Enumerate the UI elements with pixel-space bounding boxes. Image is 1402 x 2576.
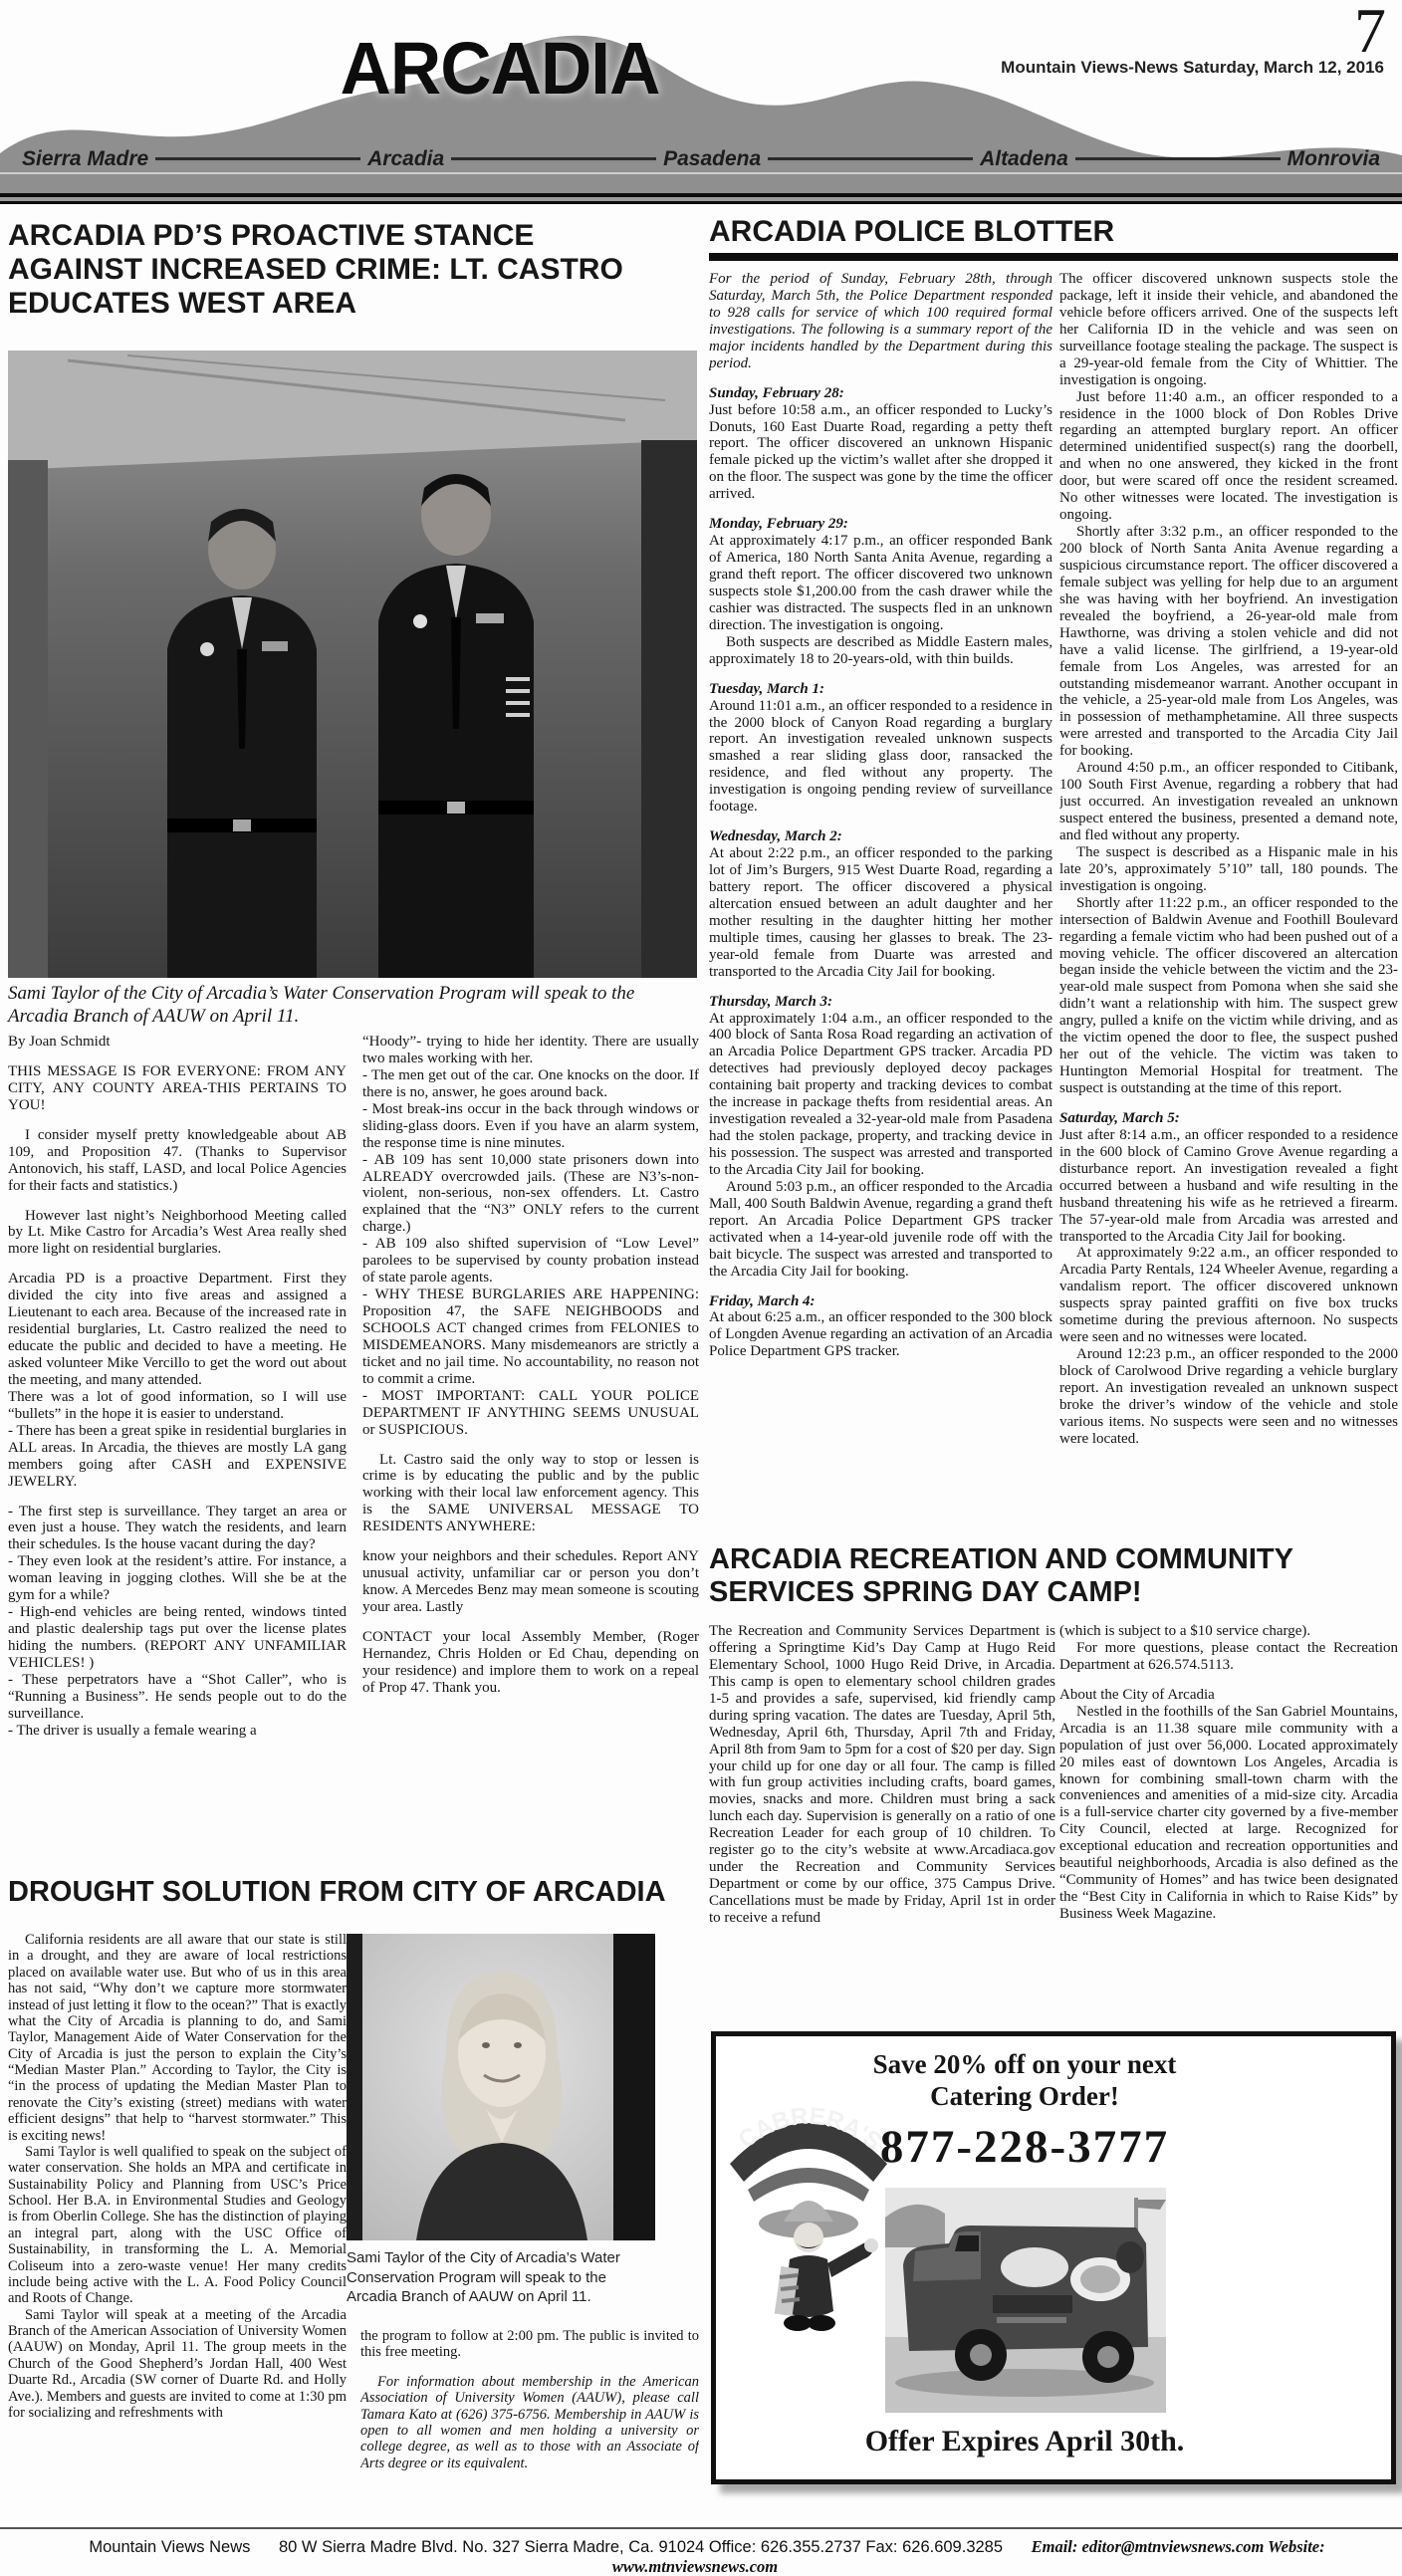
paragraph: For information about membership in the American Association of University Women (AAUW), please call Tamara Kato at (626) 375-6756. Membership in AAUW is open to all women and men holding a university or college degree, as well as to those with an Associate of Arts degree or its equivalent. xyxy=(360,2373,699,2471)
mariachi-character-icon xyxy=(759,2201,878,2331)
police-officers-photo xyxy=(8,351,697,978)
blotter-title-rule xyxy=(709,253,1398,261)
paragraph: the program to follow at 2:00 pm. The public is invited to this free meeting. xyxy=(360,2328,699,2361)
ad-offer-line1: Save 20% off on your next xyxy=(872,2049,1177,2079)
city-label-altadena: Altadena xyxy=(980,147,1068,170)
cabreras-logo xyxy=(724,2072,893,2361)
ad-expiry-text: Offer Expires April 30th. xyxy=(864,2425,1185,2458)
divider-line xyxy=(451,157,656,162)
pd-article-column-1 xyxy=(8,1034,347,1872)
paragraph: Monday, February 29: At approximately 4:17 p.m., an officer responded Bank of America, 180 North Santa Anita Avenue, regarding a grand theft report. The officer discovered two unknown suspects stole $1,200.00 from the cash drawer while the cashier was distracted. The suspects fled in an unknown direction. The investigation is ongoing. xyxy=(709,516,1052,633)
paragraph: - WHY THESE BURGLARIES ARE HAPPENING: Proposition 47, the SAFE NEIGHBOODS and SCHOOLS ACT changed crimes from FELONIES to MISDEMEANORS. Many misdemeanors are strictly a ticket and no jail time. No accountability, no reason not to commit a crime. xyxy=(362,1287,699,1387)
paragraph: At approximately 9:22 a.m., an officer responded to Arcadia Party Rentals, 124 Wheeler Avenue, regarding a vandalism report. The officer discovered unknown suspects spray painted graffiti on five box trucks sometime during the previous afternoon. No suspects were seen and no witnesses were located. xyxy=(1059,1245,1398,1346)
paragraph: Friday, March 4: At about 6:25 a.m., an officer responded to the 300 block of Longden Avenue regarding an activation of an Arcadia Police Department GPS tracker. xyxy=(709,1292,1052,1360)
entry-date-heading: Friday, March 4: xyxy=(709,1292,816,1309)
paragraph: Just before 11:40 a.m., an officer responded to a residence in the 1000 block of Don Robles Drive regarding an attempted burglary report. An officer determined unidentified suspect(s) rang the doorbell, and when no one answered, they kicked in the front door, but were scared off once the resident screamed. No other witnesses were located. The investigation is ongoing. xyxy=(1059,388,1398,524)
divider-line xyxy=(1075,157,1281,162)
issue-date-line: Mountain Views-News Saturday, March 12, 2016 xyxy=(1001,58,1384,77)
footer-address: 80 W Sierra Madre Blvd. No. 327 Sierra Madre, Ca. 91024 Office: 626.355.2737 Fax: 626.609.3285 xyxy=(278,2538,1004,2556)
paragraph: “Hoody”- trying to hide her identity. There are usually two males working with her. xyxy=(362,1034,699,1066)
pd-photo-caption: Sami Taylor of the City of Arcadia’s Water Conservation Program will speak to the Arcadia Branch of AAUW on April 11. xyxy=(8,983,635,1028)
paragraph: - The driver is usually a female wearing a xyxy=(8,1722,257,1739)
truck-mariachi-art xyxy=(1116,2241,1144,2273)
paragraph: know your neighbors and their schedules. Report ANY unusual activity, unfamiliar car or person you don’t know. A Mercedes Benz may mean someone is scouting your area. Lastly xyxy=(362,1548,699,1615)
sami-taylor-photo xyxy=(347,1934,655,2240)
paragraph: Sami Taylor is well qualified to speak on the subject of water conservation. She holds an MPA and certificate in Sustainability Policy and Planning from USC’s Price School. Her B.A. in Environmental Studies and Geology is from Oberlin College. She has the distinction of playing an integral part, along with the USC Office of Sustainability, in transforming the L. A. Memorial Coliseum into a zero-waste venue! Her many credits include being active with the L. A. Food Policy Council and Roots of Change. xyxy=(8,2143,347,2307)
paragraph: - The men get out of the car. One knocks on the door. If there is no, answer, he goes around back. xyxy=(362,1066,699,1100)
paragraph: - There has been a great spike in residential burglaries in ALL areas. In Arcadia, the thieves are mostly LA gang members going after CASH and EXPENSIVE JEWELRY. xyxy=(8,1422,347,1490)
paragraph: Thursday, March 3: At approximately 1:04 a.m., an officer responded to the 400 block of Santa Rosa Road regarding an activation of an Arcadia Police Department GPS tracker. Arcadia PD detectives had previously deployed decoy packages containing bait property and tracking devices to combat the increase in package thefts from residential areas. An investigation revealed a 32-year-old male from Pasadena had the stolen package, property, and tracking device in his possession. The suspect was arrested and transported to the Arcadia City Jail for booking. xyxy=(709,993,1052,1178)
page-number: 7 xyxy=(1354,0,1386,66)
city-label-arcadia: Arcadia xyxy=(367,147,445,170)
paragraph: Around 4:50 p.m., an officer responded to Citibank, 100 South First Avenue, regarding a robbery that had just occurred. An investigation revealed an unknown suspect entered the business, presented a demand note, and fled without any property. xyxy=(1059,760,1398,843)
paragraph: Arcadia PD is a proactive Department. First they divided the city into five areas and assigned a Lieutenant to each area. Because of the increased rate in residential burglaries, Lt. Castro realized the need to educate the public and decided to have a meeting. He asked volunteer Mike Vercillo to get the word out about the meeting, and many attended. xyxy=(8,1271,347,1388)
drought-headline: DROUGHT SOLUTION FROM CITY OF ARCADIA xyxy=(8,1876,666,1908)
entry-date-heading: Tuesday, March 1: xyxy=(709,680,824,697)
entry-date-heading: Sunday, February 28: xyxy=(709,384,844,401)
city-label-monrovia: Monrovia xyxy=(1286,147,1380,170)
blotter-title: ARCADIA POLICE BLOTTER xyxy=(709,215,1115,248)
city-label-sierra-madre: Sierra Madre xyxy=(22,147,149,170)
entry-date-heading: Saturday, March 5: xyxy=(1059,1109,1180,1126)
logo-brand-text: CABRERA'S xyxy=(733,2102,887,2157)
ad-phone-number: 877-228-3777 xyxy=(879,2121,1170,2173)
footer xyxy=(0,2537,1402,2576)
paragraph: Wednesday, March 2: At about 2:22 p.m., an officer responded to the parking lot of Jim’s Burgers, 915 West Duarte Road, regarding a battery report. The officer discovered a physical altercation ensued between an adult daughter and her mother resulting in the daughter hitting her mother multiple times, causing her glasses to break. The 23-year-old female from Duarte was arrested and transported to the Arcadia City Jail for booking. xyxy=(709,828,1052,980)
paragraph: However last night’s Neighborhood Meeting called by Lt. Mike Castro for Arcadia’s West Area really shed more light on residential burglaries. xyxy=(8,1207,347,1258)
paragraph: Sunday, February 28: Just before 10:58 a.m., an officer responded to Lucky’s Donuts, 160 East Duarte Road, regarding a petty theft report. The officer discovered an unknown Hispanic female picked up the victim’s wallet after she dropped it on the floor. The suspect was gone by the time the officer arrived. xyxy=(709,384,1052,503)
paragraph: The Recreation and Community Services Department is offering a Springtime Kid’s Day Camp at Hugo Reid Elementary School, 1000 Hugo Reid Drive, in Arcadia. This camp is open to elementary school children grades 1-5 and provides a safe, supervised, kid friendly camp during spring vacation. The dates are Tuesday, April 5th, Wednesday, April 6th, Thursday, April 7th and Friday, April 8th from 9am to 5pm for a cost of $20 per day. Sign your child up for one day or all four. The camp is filled with fun group activities including crafts, board games, movies, snacks and more. Children must bring a sack lunch each day. Supervision is generally on a ratio of one Recreation Leader for each group of 10 children. To register go to the city’s website at www.Arcadiaca.gov under the Recreation and Community Services Department or come by our office, 375 Campus Drive. Cancellations must be made by Friday, April 1st in order to receive a refund xyxy=(709,1623,1055,1926)
logo-tagline-text: MEXICAN · CUISINE xyxy=(751,2153,860,2183)
drought-column-1 xyxy=(8,1932,347,2523)
paragraph: THIS MESSAGE IS FOR EVERYONE: FROM ANY CITY, ANY COUNTY AREA-THIS PERTAINS TO YOU! xyxy=(8,1062,347,1113)
paragraph: Tuesday, March 1: Around 11:01 a.m., an officer responded to a residence in the 2000 block of Canyon Road regarding a burglary report. An investigation revealed unknown suspects smashed a rear sliding glass door, ransacked the residence, and fled without any property. The investigation is ongoing pending review of surveillance footage. xyxy=(709,680,1052,816)
divider-line xyxy=(155,157,360,162)
paragraph: Nestled in the foothills of the San Gabriel Mountains, Arcadia is an 11.38 square mile community with a population of just over 56,000. Located approximately 20 miles east of downtown Los Angeles, Arcadia is known for combining small-town charm with the conveniences and amenities of a mid-size city. Arcadia is a full-service charter city governed by a five-member City Council, elected at large. Recognized for exceptional education and recreation opportunities and beautiful neighborhoods, Arcadia is also defined as the “Community of Homes” and has twice been designated the “Best City in California in which to Raise Kids” by Business Week Magazine. xyxy=(1059,1703,1398,1922)
paragraph: Shortly after 11:22 p.m., an officer responded to the intersection of Baldwin Avenue and Foothill Boulevard regarding a female victim who had been pushed out of a moving vehicle. The officer discovered an altercation began inside the vehicle between the victim and the 23-year-old male suspect from Pomona when she said she didn’t want a relationship with him. The suspect grew angry, pulled a knife on the victim while driving, and as the victim opened the door to flee, the suspect pushed her out of the vehicle. The victim was taken to Huntington Memorial Hospital for treatment. The suspect is outstanding at the time of this report. xyxy=(1059,894,1398,1096)
paragraph: - AB 109 also shifted supervision of “Low Level” parolees to be supervised by county probation instead of state parole agents. xyxy=(362,1236,699,1287)
recreation-headline: ARCADIA RECREATION AND COMMUNITY SERVICES SPRING DAY CAMP! xyxy=(709,1543,1293,1608)
paragraph: Around 5:03 p.m., an officer responded to the Arcadia Mall, 400 South Baldwin Avenue, regarding a grand theft report. An Arcadia Police Department GPS tracker activated when a 14-year-old juvenile rode off with the bait bicycle. The suspect was arrested and transported to the Arcadia City Jail for booking. xyxy=(709,1178,1052,1280)
paragraph: For the period of Sunday, February 28th, through Saturday, March 5th, the Police Department responded to 928 calls for service of which 100 required formal investigations. The following is a summary report of the major incidents handled by the Department during this period. xyxy=(709,271,1052,371)
paragraph: Saturday, March 5: Just after 8:14 a.m., an officer responded to a residence in the 600 block of Camino Grove Avenue regarding a disturbance report. An investigation revealed a fight occurred between a husband and wife resulting in the husband threatening his wife as he retrieved a firearm. The 57-year-old male from Arcadia was arrested and transported to the Arcadia City Jail for booking. xyxy=(1059,1109,1398,1245)
paragraph: Both suspects are described as Middle Eastern males, approximately 18 to 20-years-old, with thin builds. xyxy=(709,633,1052,667)
paragraph: - High-end vehicles are being rented, windows tinted and plastic dealership tags put over the license plates hiding the numbers. (REPORT ANY UNFAMILIAR VEHICLES! ) xyxy=(8,1604,347,1671)
paragraph: I consider myself pretty knowledgeable about AB 109, and Proposition 47. (Thanks to Supervisor Antonovich, his staff, LASD, and local Police Agencies for their facts and statistics.) xyxy=(8,1126,347,1194)
entry-date-heading: Thursday, March 3: xyxy=(709,993,833,1010)
header-rule xyxy=(0,193,1402,204)
ad-offer-line2: Catering Order! xyxy=(930,2081,1119,2112)
paragraph: CONTACT your local Assembly Member, (Roger Hernandez, Chris Holden or Ed Chau, depending on your residence) and implore them to work on a repeal of Prop 47. Thank you. xyxy=(362,1628,699,1696)
blotter-column-2 xyxy=(1059,271,1398,1537)
entry-date-heading: Monday, February 29: xyxy=(709,516,848,533)
ad-offer-text xyxy=(855,2048,1194,2113)
paragraph: - Most break-ins occur in the back through windows or sliding-glass doors. Even if you have an alarm system, the response time is nine minutes. xyxy=(362,1100,699,1151)
paragraph: Lt. Castro said the only way to stop or lessen is crime is by educating the public and by the public working with their local law enforcement agency. This is the SAME UNIVERSAL MESSAGE TO RESIDENTS ANYWHERE: xyxy=(362,1451,699,1535)
paragraph: Around 12:23 p.m., an officer responded to the 2000 block of Carolwood Drive regarding a vehicle burglary report. An investigation revealed an unknown suspect broke the driver’s window of the vehicle and stole various items. No suspects were seen and no witnesses were located. xyxy=(1059,1346,1398,1447)
paragraph: - The first step is surveillance. They target an area or even just a house. They watch the residents, and learn their schedules. Is the house vacant during the day? xyxy=(8,1503,347,1553)
paragraph: The suspect is described as a Hispanic male in his late 20’s, approximately 5’10” tall, 180 pounds. The investigation is ongoing. xyxy=(1059,843,1398,894)
entry-date-heading: Wednesday, March 2: xyxy=(709,828,842,845)
footer-rule xyxy=(0,2527,1402,2529)
region-cities-strip xyxy=(22,147,1380,171)
paragraph: (which is subject to a $10 service charge). xyxy=(1059,1623,1311,1639)
paragraph: California residents are all aware that our state is still in a drought, and they are aware of local restrictions placed on available water use. But who of us in this area has not said, “Why don’t we capture more stormwater instead of just letting it flow to the ocean?” That is exactly what the City of Arcadia is planning to do, and Sami Taylor, Management Aide of Water Conservation for the City of Arcadia is just the person to explain the City’s “Median Master Plan.” According to Taylor, the City is “in the process of updating the Median Master Plan to renovate the City’s existing (street) medians with water efficient designs” that help to “harvest stormwater.” This is exciting news! xyxy=(8,1932,347,2144)
paragraph: Sami Taylor will speak at a meeting of the Arcadia Branch of the American Association of University Women (AAUW) on Monday, April 11. The group meets in the Church of the Good Shepherd’s Jordan Hall, 400 West Duarte Rd., Arcadia (SW corner of Duarte Rd. and Holly Ave.). Members and guests are invited to come at 1:30 pm for socializing and refreshments with xyxy=(8,2306,347,2421)
footer-contact: Email: editor@mtnviewsnews.com Website: www.mtnviewsnews.com xyxy=(611,2537,1325,2576)
paragraph: - These perpetrators have a “Shot Caller”, who is “Running a Business”. He sends people out to do the surveillance. xyxy=(8,1671,347,1722)
paragraph: - AB 109 has sent 10,000 state prisoners down into ALREADY overcrowded jails. (These are N3’s-non-violent, non-serious, non-sex offenders. Lt. Castro explained that the “N3” ONLY refers to the current charge.) xyxy=(362,1151,699,1236)
divider-line xyxy=(768,157,973,162)
drought-column-2 xyxy=(360,2328,699,2523)
catering-truck-photo xyxy=(885,2188,1166,2413)
truck-window xyxy=(955,2235,979,2251)
city-label-pasadena: Pasadena xyxy=(663,147,762,170)
blotter-column-1 xyxy=(709,271,1052,1537)
pd-article-column-2 xyxy=(362,1034,699,1830)
footer-paper-name: Mountain Views News xyxy=(89,2538,251,2556)
paragraph: - They even look at the resident’s attire. For instance, a woman leaving in jogging clothes. Will she be at the gym for a while? xyxy=(8,1553,347,1604)
paragraph: For more questions, please contact the Recreation Department at 626.574.5113. xyxy=(1059,1639,1398,1673)
paragraph: The officer discovered unknown suspects stole the package, left it inside their vehicle, and abandoned the vehicle before officers arrived. One of the suspects left her California ID in the vehicle and was seen on surveillance footage stealing the package. The suspect is a 29-year-old female from the City of Whittier. The investigation is ongoing. xyxy=(1059,271,1398,388)
cabreras-catering-ad xyxy=(711,2031,1396,2484)
paragraph: Shortly after 3:32 p.m., an officer responded to the 200 block of North Santa Anita Avenue regarding a suspicious circumstance report. The officer discovered a female subject was yelling for help due to an argument she was having with her boyfriend. An investigation revealed the boyfriend, a 26-year-old male from Hawthorne, was driving a stolen vehicle and did not have a valid license. The girlfriend, a 19-year-old female from Los Angeles, was arrested for an outstanding misdemeanor warrant. Another occupant in the vehicle, a 25-year-old male from Los Angeles, was in possession of methamphetamine. All three suspects were arrested and transported to the Arcadia City Jail for booking. xyxy=(1059,524,1398,760)
recreation-column-1 xyxy=(709,1623,1055,2041)
sami-photo-caption: Sami Taylor of the City of Arcadia’s Water Conservation Program will speak to the Arcadia Branch of AAUW on April 11. xyxy=(347,2249,620,2305)
pd-article-headline: ARCADIA PD’S PROACTIVE STANCE AGAINST INCREASED CRIME: LT. CASTRO EDUCATES WEST AREA xyxy=(8,219,623,320)
recreation-column-2 xyxy=(1059,1623,1398,2041)
masthead-title: ARCADIA xyxy=(340,27,660,110)
paragraph: About the City of Arcadia xyxy=(1059,1686,1215,1703)
paragraph: - MOST IMPORTANT: CALL YOUR POLICE DEPARTMENT IF ANYTHING SEEMS UNUSUAL or SUSPICIOUS. xyxy=(362,1387,699,1438)
paragraph: By Joan Schmidt xyxy=(8,1034,111,1050)
paragraph: There was a lot of good information, so I will use “bullets” in the hope it is easier to understand. xyxy=(8,1388,347,1422)
